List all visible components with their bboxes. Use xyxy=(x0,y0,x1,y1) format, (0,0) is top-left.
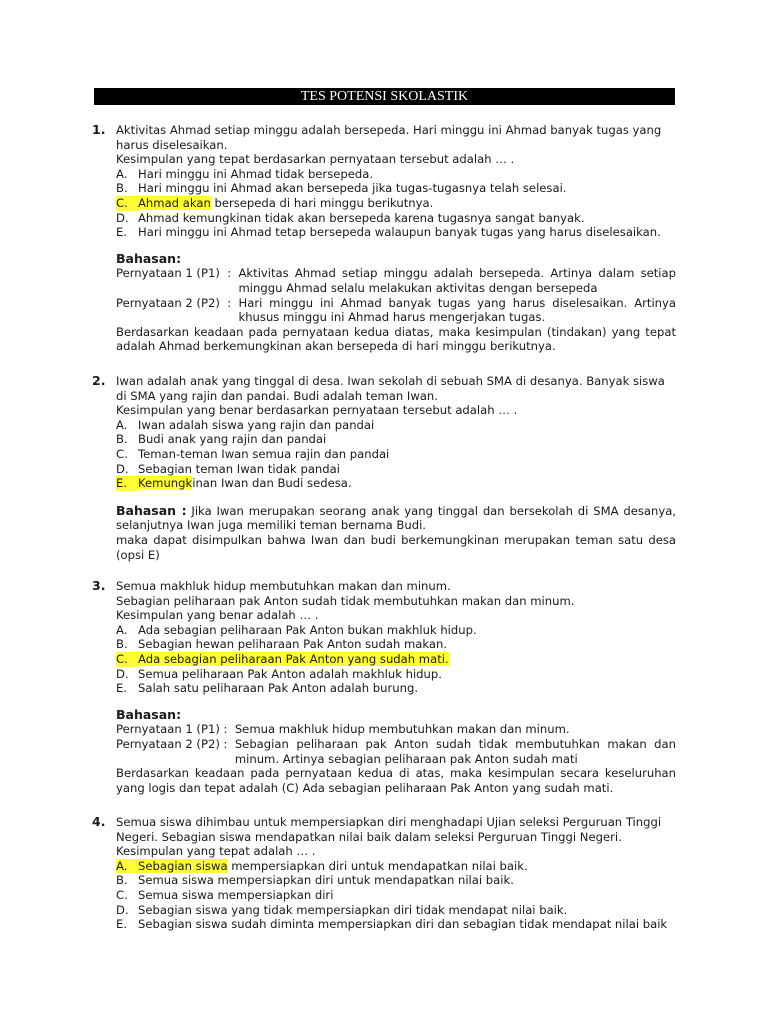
option-text: Ahmad kemungkinan tidak akan bersepeda karena tugasnya sangat banyak. xyxy=(138,210,585,225)
option-letter: B. xyxy=(116,873,128,888)
question-4 xyxy=(92,815,676,932)
option-letter: B. xyxy=(116,432,128,447)
option-a xyxy=(116,418,676,433)
option-text: Sebagian hewan peliharaan Pak Anton sudah makan. xyxy=(138,637,448,652)
option-letter: D. xyxy=(116,210,129,225)
option-d xyxy=(116,462,676,477)
question-prompt: Kesimpulan yang tepat adalah … . xyxy=(116,844,316,859)
answer-highlight: Sebagian siswa xyxy=(138,858,228,873)
option-letter: A. xyxy=(116,622,128,637)
bahasan-text: Jika Iwan merupakan seorang anak yang tinggal dan bersekolah di SMA desanya, selanjutnya Iwan juga memiliki teman bernama Budi. xyxy=(116,503,676,533)
question-stem-1: Semua makhluk hidup membutuhkan makan dan minum. xyxy=(116,579,451,593)
option-c xyxy=(116,652,676,667)
option-text: Hari minggu ini Ahmad akan bersepeda jika tugas-tugasnya telah selesai. xyxy=(138,181,567,196)
option-b xyxy=(116,181,676,196)
option-letter: E. xyxy=(116,681,128,696)
statement-p2 xyxy=(116,296,676,325)
option-letter: C. xyxy=(116,652,138,667)
option-letter: E. xyxy=(116,225,128,240)
question-3 xyxy=(92,579,676,795)
option-letter: D. xyxy=(116,902,129,917)
option-b xyxy=(116,873,676,888)
option-b xyxy=(116,432,676,447)
statement-label: Pernyataan 1 (P1) : xyxy=(116,722,235,737)
option-text: Sebagian siswa yang tidak mempersiapkan diri tidak mendapat nilai baik. xyxy=(138,902,568,917)
option-text: Semua siswa mempersiapkan diri xyxy=(138,887,334,902)
statement-text: Hari minggu ini Ahmad banyak tugas yang harus diselesaikan. Artinya khusus minggu ini Ahmad harus mengerjakan tugas. xyxy=(238,295,676,325)
option-letter: C. xyxy=(116,446,128,461)
option-letter: C. xyxy=(116,887,128,902)
question-1 xyxy=(92,123,676,354)
question-stem: Aktivitas Ahmad setiap minggu adalah bersepeda. Hari minggu ini Ahmad banyak tugas yang harus diselesaikan. xyxy=(116,123,662,152)
option-text: Teman-teman Iwan semua rajin dan pandai xyxy=(138,446,390,461)
option-letter: A. xyxy=(116,417,128,432)
question-number: 1. xyxy=(92,122,106,137)
option-letter: D. xyxy=(116,461,129,476)
option-c xyxy=(116,888,676,903)
option-text: Sebagian siswa sudah diminta mempersiapkan diri dan sebagian tidak mendapat nilai baik xyxy=(138,917,668,932)
bahasan-block xyxy=(116,504,676,533)
bahasan-conclusion: Berdasarkan keadaan pada pernyataan kedua di atas, maka kesimpulan secara keseluruhan yang logis dan tepat adalah (C) Ada sebagian peliharaan Pak Anton yang sudah mati. xyxy=(116,766,676,795)
option-a xyxy=(116,859,676,874)
option-text: Ada sebagian peliharaan Pak Anton bukan makhluk hidup. xyxy=(138,622,477,637)
answer-highlight: Ada sebagian peliharaan Pak Anton yang sudah mati. xyxy=(138,651,449,666)
option-text: Hari minggu ini Ahmad tetap bersepeda walaupun banyak tugas yang harus diselesaikan. xyxy=(138,225,661,240)
answer-highlight: Ahmad akan xyxy=(138,195,211,210)
option-c xyxy=(116,196,676,211)
option-e xyxy=(116,681,676,696)
option-text: Hari minggu ini Ahmad tidak bersepeda. xyxy=(138,166,374,181)
statement-text: Semua makhluk hidup membutuhkan makan dan minum. xyxy=(234,722,570,737)
option-c xyxy=(116,447,676,462)
option-letter: B. xyxy=(116,637,128,652)
option-letter: D. xyxy=(116,666,129,681)
option-letter: A. xyxy=(116,859,138,874)
bahasan-heading: Bahasan : xyxy=(116,502,187,518)
statement-p1 xyxy=(116,266,676,295)
option-a xyxy=(116,623,676,638)
document-title: TES POTENSI SKOLASTIK xyxy=(94,88,675,105)
statement-p1 xyxy=(116,722,676,737)
option-letter: B. xyxy=(116,181,128,196)
question-stem: Iwan adalah anak yang tinggal di desa. Iwan sekolah di sebuah SMA di desanya. Banyak siswa di SMA yang rajin dan pandai. Budi adalah teman Iwan. xyxy=(116,374,665,403)
question-number: 4. xyxy=(92,814,106,829)
option-text: inan Iwan dan Budi sedesa. xyxy=(192,476,352,491)
option-e xyxy=(116,225,676,240)
bahasan-conclusion: Berdasarkan keadaan pada pernyataan kedua diatas, maka kesimpulan (tindakan) yang tepat adalah Ahmad berkemungkinan akan bersepeda di hari minggu berikutnya. xyxy=(116,324,676,354)
option-text: Salah satu peliharaan Pak Anton adalah burung. xyxy=(138,681,419,696)
answer-highlight: Kemungk xyxy=(138,476,193,491)
option-d xyxy=(116,211,676,226)
statement-text: Aktivitas Ahmad setiap minggu adalah bersepeda. Artinya dalam setiap minggu Ahmad selalu melakukan aktivitas dengan bersepeda xyxy=(238,266,676,295)
statement-label: Pernyataan 1 (P1) : xyxy=(116,266,239,281)
question-stem-2: Sebagian peliharaan pak Anton sudah tidak membutuhkan makan dan minum. xyxy=(116,593,575,608)
statement-text: Sebagian peliharaan pak Anton sudah tidak membutuhkan makan dan minum. Artinya sebagian peliharaan pak Anton sudah mati xyxy=(234,736,676,766)
statement-label: Pernyataan 2 (P2) : xyxy=(116,736,235,751)
option-e xyxy=(116,917,676,932)
option-d xyxy=(116,667,676,682)
option-a xyxy=(116,167,676,182)
question-stem: Semua siswa dihimbau untuk mempersiapkan diri menghadapi Ujian seleksi Perguruan Tinggi Negeri. Sebagian siswa mendapatkan nilai baik dalam seleksi Perguruan Tinggi Negeri. xyxy=(116,815,662,844)
bahasan-heading: Bahasan: xyxy=(116,706,182,722)
option-text: Budi anak yang rajin dan pandai xyxy=(138,432,327,447)
statement-p2 xyxy=(116,737,676,766)
option-text: bersepeda di hari minggu berikutnya. xyxy=(210,195,434,210)
option-text: mempersiapkan diri untuk mendapatkan nilai baik. xyxy=(227,858,528,873)
option-letter: A. xyxy=(116,166,128,181)
option-text: Semua peliharaan Pak Anton adalah makhluk hidup. xyxy=(138,666,442,681)
option-letter: E. xyxy=(116,917,128,932)
question-prompt: Kesimpulan yang tepat berdasarkan pernyataan tersebut adalah … . xyxy=(116,152,515,167)
option-b xyxy=(116,637,676,652)
option-text: Sebagian teman Iwan tidak pandai xyxy=(138,461,340,476)
option-text: Iwan adalah siswa yang rajin dan pandai xyxy=(138,417,375,432)
option-letter: C. xyxy=(116,196,138,211)
bahasan-heading: Bahasan: xyxy=(116,250,182,266)
statement-label: Pernyataan 2 (P2) : xyxy=(116,295,239,310)
question-2 xyxy=(92,374,676,562)
question-number: 3. xyxy=(92,578,106,593)
option-d xyxy=(116,903,676,918)
option-letter: E. xyxy=(116,476,138,491)
option-text: Semua siswa mempersiapkan diri untuk mendapatkan nilai baik. xyxy=(138,873,514,888)
question-number: 2. xyxy=(92,373,106,388)
option-e xyxy=(116,476,676,491)
question-prompt: Kesimpulan yang benar adalah … . xyxy=(116,608,319,623)
question-prompt: Kesimpulan yang benar berdasarkan pernyataan tersebut adalah … . xyxy=(116,403,518,418)
bahasan-conclusion: maka dapat disimpulkan bahwa Iwan dan budi berkemungkinan merupakan teman satu desa (opsi E) xyxy=(116,532,676,562)
